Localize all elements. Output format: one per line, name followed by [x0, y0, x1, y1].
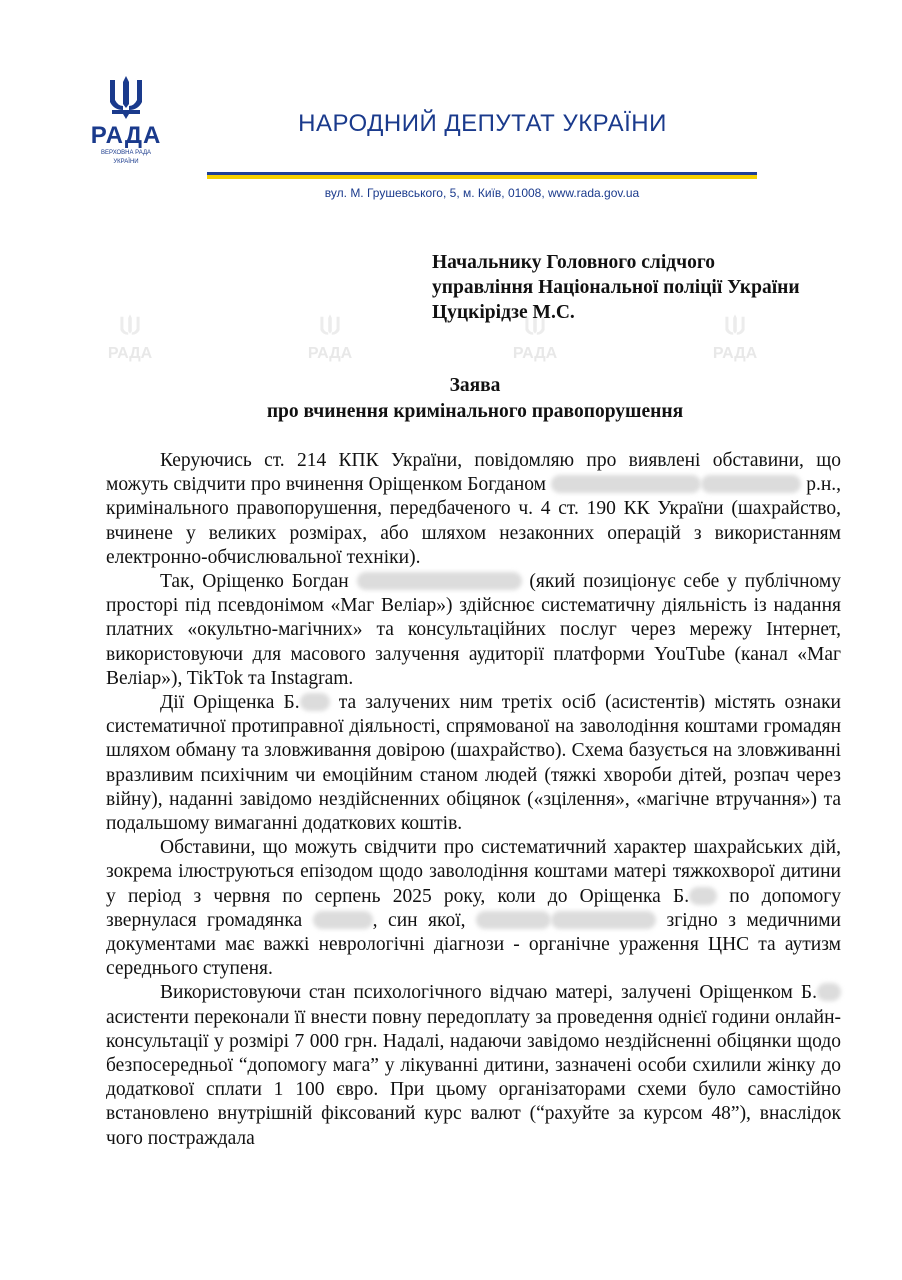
letterhead-address: вул. М. Грушевського, 5, м. Київ, 01008, www.rada.gov.ua — [324, 186, 640, 200]
addressee-line: Начальнику Головного слідчого — [432, 252, 716, 273]
redaction — [551, 911, 656, 929]
redaction — [313, 911, 373, 929]
redaction — [817, 983, 841, 1001]
paragraph: Керуючись ст. 214 КПК України, повідомляю про виявлені обставини, що можуть свідчити про вчинення Оріщенком Богданом р.н., кримінального правопорушення, передбаченого ч. 4 ст. 190 КК України (шахрайство, вчинене у великих розмірах, або шляхом незаконних операцій з використанням електронно-обчислювальної техніки). — [106, 450, 842, 568]
paragraph: Дії Оріщенка Б. та залучених ним третіх осіб (асистентів) містять ознаки систематичної протиправної діяльності, спрямованої на заволодіння коштами громадян шляхом обману та зловживання довірою (шахрайство). Схема базується на зловживанні вразливим психічним чи емоційним станом людей (тяжкі хвороби дітей, розпач через війну), наданні завідомо нездійсненних обіцянок («зцілення», «магічне втручання») та подальшому вимаганні додаткових коштів. — [106, 692, 841, 835]
logo-subtitle-1: ВЕРХОВНА РАДА — [100, 150, 152, 156]
title-line: Заява — [449, 375, 501, 396]
paragraph: Обставини, що можуть свідчити про систематичний характер шахрайських дій, зокрема ілюструються епізодом щодо заволодіння коштами матері тяжкохворої дитини у період з червня по серпень 2025 року, коли до Оріщенка Б. по допомогу звернулася громадянка , син якої, згідно з медичними документами має важкі неврологічні діагнози - органічне ураження ЦНС та аутизм середнього ступеня. — [106, 837, 842, 980]
addressee-block — [432, 250, 852, 325]
watermark-word: РАДА — [107, 345, 153, 362]
logo-word: РАДА — [90, 122, 162, 149]
paragraph: Так, Оріщенко Богдан (який позиціонує себе у публічному просторі під псевдонімом «Маг Веліар») здійснює систематичну діяльність із надання платних «окультно-магічних» та консультаційних послуг через мережу Інтернет, використовуючи для масового залучення аудиторії платформи YouTube (канал «Маг Веліар»), TikTok та Instagram. — [106, 571, 841, 689]
watermark-word: РАДА — [712, 345, 758, 362]
document-title — [100, 373, 850, 425]
paragraph: Використовуючи стан психологічного відчаю матері, залучені Оріщенком Б. асистенти переконали її внести повну передоплату за проведення однієї години онлайн-консультації у розмірі 7 000 грн. Надалі, надаючи завідомо нездійсненні обіцянки щодо безпосередньої “допомогу мага” у лікуванні дитини, зазначені особи схилили жінку до додаткової сплати 1 100 євро. При цьому організаторами схеми було самостійно встановлено внутрішній фіксований курс валют (“рахуйте за курсом 48”), внаслідок чого постраждала — [106, 982, 841, 1149]
redaction — [551, 475, 701, 493]
document-body — [106, 449, 841, 1151]
watermark-trident-icon — [118, 310, 142, 344]
watermark — [300, 310, 360, 362]
redaction — [476, 911, 551, 929]
watermark-word: РАДА — [307, 345, 353, 362]
rada-logo — [86, 74, 166, 166]
watermark — [100, 310, 160, 362]
addressee-line: управління Національної поліції України — [432, 277, 800, 298]
letterhead-title: НАРОДНИЙ ДЕПУТАТ УКРАЇНИ — [298, 110, 667, 137]
redaction — [701, 475, 801, 493]
logo-subtitle-2: УКРАЇНИ — [113, 159, 139, 165]
title-line: про вчинення кримінального правопорушення — [266, 401, 684, 422]
addressee-line: Цуцкірідзе М.С. — [432, 302, 575, 323]
watermark-word: РАДА — [512, 345, 558, 362]
watermark-trident-icon — [318, 310, 342, 344]
trident-icon — [106, 74, 146, 120]
flag-divider — [207, 172, 757, 179]
redaction — [300, 693, 330, 711]
redaction — [357, 572, 522, 590]
redaction — [689, 887, 717, 905]
